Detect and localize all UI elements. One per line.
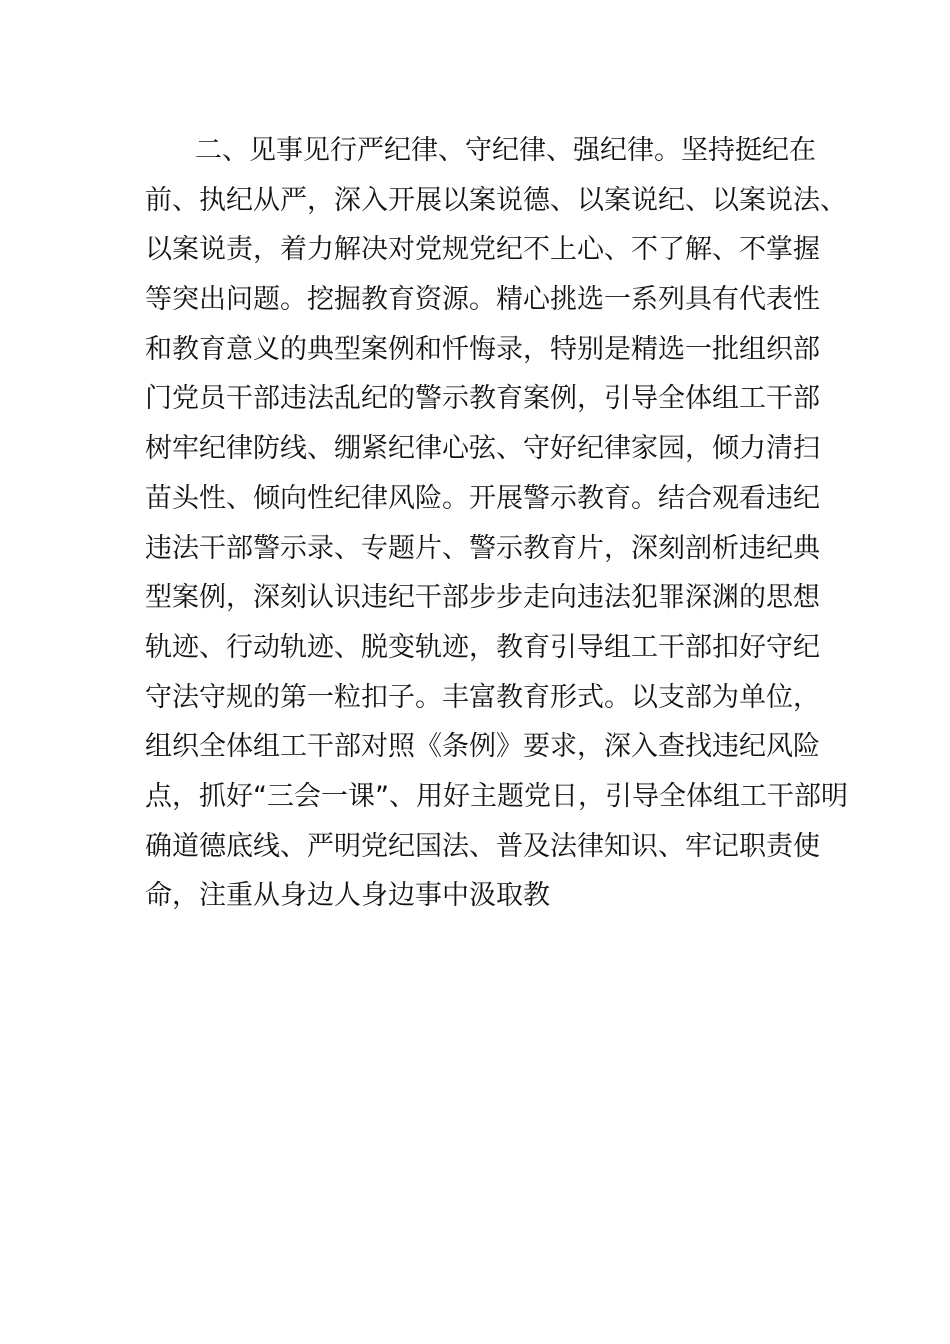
paragraph-line: 和教育意义的典型案例和忏悔录，特别是精选一批组织部 (145, 333, 820, 365)
paragraph-line: 组织全体组工干部对照《条例》要求，深入查找违纪风险 (145, 731, 820, 763)
paragraph-line: 违法干部警示录、专题片、警示教育片，深刻剖析违纪典 (145, 532, 820, 564)
paragraph-line: 苗头性、倾向性纪律风险。开展警示教育。结合观看违纪 (145, 482, 820, 514)
paragraph-line: 型案例，深刻认识违纪干部步步走向违法犯罪深渊的思想 (145, 582, 820, 614)
paragraph-line: 门党员干部违法乱纪的警示教育案例，引导全体组工干部 (145, 383, 820, 415)
paragraph-line: 前、执纪从严，深入开展以案说德、以案说纪、以案说法、 (145, 184, 847, 216)
document-paragraph (145, 126, 848, 921)
paragraph-line: 点，抓好“三会一课”、用好主题党日，引导全体组工干部明 (145, 780, 848, 812)
paragraph-line: 确道德底线、严明党纪国法、普及法律知识、牢记职责使 (145, 830, 820, 862)
paragraph-line: 守法守规的第一粒扣子。丰富教育形式。以支部为单位， (145, 681, 820, 713)
paragraph-line: 命，注重从身边人身边事中汲取教 (145, 880, 550, 912)
paragraph-line: 轨迹、行动轨迹、脱变轨迹，教育引导组工干部扣好守纪 (145, 631, 820, 663)
paragraph-line: 二、见事见行严纪律、守纪律、强纪律。坚持挺纪在 (195, 135, 816, 166)
paragraph-line: 以案说责，着力解决对党规党纪不上心、不了解、不掌握 (145, 234, 820, 266)
paragraph-line: 树牢纪律防线、绷紧纪律心弦、守好纪律家园，倾力清扫 (145, 433, 820, 465)
paragraph-line: 等突出问题。挖掘教育资源。精心挑选一系列具有代表性 (145, 284, 820, 316)
